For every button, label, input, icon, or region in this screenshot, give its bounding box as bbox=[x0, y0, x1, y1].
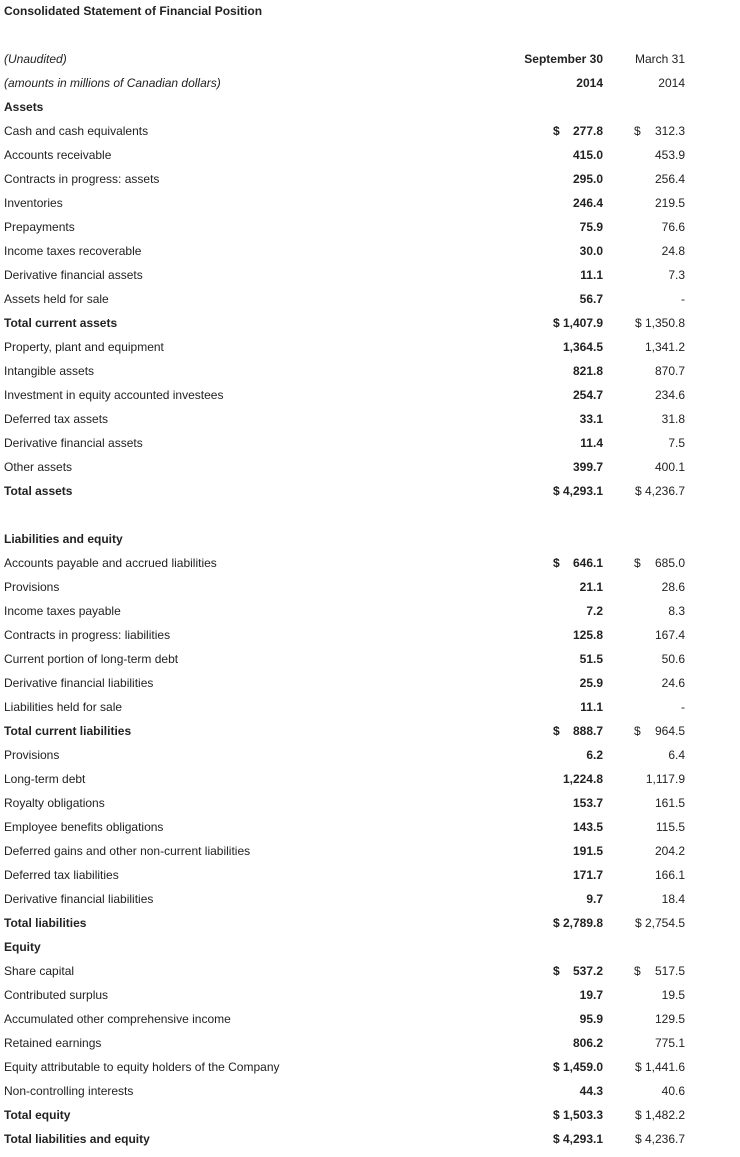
assets-heading-row bbox=[0, 95, 740, 119]
value-march-2014: 964.5 bbox=[654, 724, 685, 738]
value-march-2014: 453.9 bbox=[654, 148, 685, 162]
row-label: Current portion of long-term debt bbox=[4, 652, 179, 666]
value-september-2014: 11.1 bbox=[580, 700, 603, 714]
row-label: Accumulated other comprehensive income bbox=[4, 1012, 231, 1026]
column-2-header: March 31 bbox=[634, 52, 685, 66]
table-row bbox=[0, 335, 740, 359]
value-march-2014: - bbox=[681, 700, 685, 714]
header-row-2 bbox=[0, 71, 740, 95]
section-heading: Equity bbox=[4, 940, 41, 954]
value-september-2014: 277.8 bbox=[572, 124, 603, 138]
table-row bbox=[0, 1031, 740, 1055]
value-march-2014: 234.6 bbox=[654, 388, 685, 402]
value-september-2014: $ 4,293.1 bbox=[552, 1132, 603, 1146]
row-label: Assets held for sale bbox=[4, 292, 109, 306]
table-row bbox=[0, 455, 740, 479]
value-march-2014: 312.3 bbox=[654, 124, 685, 138]
value-september-2014: 7.2 bbox=[586, 604, 603, 618]
row-label: Intangible assets bbox=[4, 364, 95, 378]
row-label: Deferred gains and other non-current liabilities bbox=[4, 844, 251, 858]
table-row bbox=[0, 383, 740, 407]
value-march-2014: 166.1 bbox=[654, 868, 685, 882]
row-label: Prepayments bbox=[4, 220, 75, 234]
currency-symbol: $ bbox=[634, 964, 641, 978]
financial-statement-table bbox=[0, 47, 740, 1151]
row-label: Deferred tax assets bbox=[4, 412, 109, 426]
value-march-2014: 775.1 bbox=[654, 1036, 685, 1050]
row-label: Accounts payable and accrued liabilities bbox=[4, 556, 217, 570]
table-row bbox=[0, 599, 740, 623]
row-label: Total liabilities bbox=[4, 916, 87, 930]
currency-symbol: $ bbox=[634, 724, 641, 738]
value-september-2014: 33.1 bbox=[579, 412, 603, 426]
table-row bbox=[0, 191, 740, 215]
table-row bbox=[0, 647, 740, 671]
value-september-2014: 51.5 bbox=[579, 652, 603, 666]
table-row bbox=[0, 1079, 740, 1103]
value-march-2014: $ 4,236.7 bbox=[634, 484, 685, 498]
table-row bbox=[0, 911, 740, 935]
table-row bbox=[0, 263, 740, 287]
equity-section bbox=[0, 959, 740, 1151]
row-label: Equity attributable to equity holders of the Company bbox=[4, 1060, 280, 1074]
value-september-2014: 537.2 bbox=[572, 964, 603, 978]
value-march-2014: 18.4 bbox=[661, 892, 685, 906]
value-september-2014: 191.5 bbox=[572, 844, 603, 858]
section-heading: Assets bbox=[4, 100, 44, 114]
row-label: Contracts in progress: liabilities bbox=[4, 628, 171, 642]
table-row bbox=[0, 1055, 740, 1079]
table-row bbox=[0, 887, 740, 911]
currency-symbol: $ bbox=[634, 556, 641, 570]
table-row bbox=[0, 1103, 740, 1127]
value-march-2014: 50.6 bbox=[661, 652, 685, 666]
value-september-2014: 1,224.8 bbox=[562, 772, 603, 786]
value-march-2014: 1,341.2 bbox=[644, 340, 685, 354]
value-march-2014: 24.6 bbox=[661, 676, 685, 690]
row-label: Deferred tax liabilities bbox=[4, 868, 119, 882]
value-september-2014: 1,364.5 bbox=[562, 340, 603, 354]
value-march-2014: $ 1,441.6 bbox=[634, 1060, 685, 1074]
value-september-2014: 75.9 bbox=[579, 220, 603, 234]
row-label: Royalty obligations bbox=[4, 796, 105, 810]
value-september-2014: 125.8 bbox=[572, 628, 603, 642]
unaudited-label: (Unaudited) bbox=[4, 52, 67, 66]
table-row bbox=[0, 767, 740, 791]
value-september-2014: $ 2,789.8 bbox=[552, 916, 603, 930]
row-label: Property, plant and equipment bbox=[4, 340, 164, 354]
table-row bbox=[0, 959, 740, 983]
units-label: (amounts in millions of Canadian dollars) bbox=[4, 76, 221, 90]
row-label: Inventories bbox=[4, 196, 63, 210]
currency-symbol: $ bbox=[553, 124, 560, 138]
table-row bbox=[0, 287, 740, 311]
row-label: Total assets bbox=[4, 484, 73, 498]
row-label: Total equity bbox=[4, 1108, 71, 1122]
value-march-2014: 8.3 bbox=[668, 604, 685, 618]
liabilities-section bbox=[0, 551, 740, 935]
value-september-2014: $ 1,459.0 bbox=[552, 1060, 603, 1074]
value-september-2014: 415.0 bbox=[572, 148, 603, 162]
row-label: Provisions bbox=[4, 580, 60, 594]
value-september-2014: 21.1 bbox=[579, 580, 603, 594]
currency-symbol: $ bbox=[634, 124, 641, 138]
equity-heading-row bbox=[0, 935, 740, 959]
assets-section bbox=[0, 119, 740, 503]
table-row bbox=[0, 407, 740, 431]
value-september-2014: 19.7 bbox=[579, 988, 603, 1002]
section-heading: Liabilities and equity bbox=[4, 532, 123, 546]
value-march-2014: 219.5 bbox=[654, 196, 685, 210]
table-row bbox=[0, 479, 740, 503]
currency-symbol: $ bbox=[553, 964, 560, 978]
currency-symbol: $ bbox=[553, 556, 560, 570]
value-march-2014: 7.3 bbox=[668, 268, 685, 282]
value-march-2014: 40.6 bbox=[661, 1084, 685, 1098]
header-row-1 bbox=[0, 47, 740, 71]
value-september-2014: 11.1 bbox=[580, 268, 603, 282]
value-september-2014: 646.1 bbox=[572, 556, 603, 570]
table-row bbox=[0, 575, 740, 599]
row-label: Cash and cash equivalents bbox=[4, 124, 149, 138]
table-row bbox=[0, 695, 740, 719]
value-september-2014: 95.9 bbox=[579, 1012, 603, 1026]
row-label: Employee benefits obligations bbox=[4, 820, 164, 834]
value-september-2014: 56.7 bbox=[579, 292, 603, 306]
table-row bbox=[0, 1007, 740, 1031]
table-row bbox=[0, 119, 740, 143]
row-label: Share capital bbox=[4, 964, 75, 978]
table-row bbox=[0, 551, 740, 575]
table-row bbox=[0, 1127, 740, 1151]
row-label: Contributed surplus bbox=[4, 988, 109, 1002]
value-march-2014: 517.5 bbox=[654, 964, 685, 978]
table-row bbox=[0, 215, 740, 239]
table-row bbox=[0, 863, 740, 887]
table-row bbox=[0, 839, 740, 863]
row-label: Total liabilities and equity bbox=[4, 1132, 150, 1146]
table-row bbox=[0, 743, 740, 767]
row-label: Retained earnings bbox=[4, 1036, 102, 1050]
value-september-2014: 821.8 bbox=[572, 364, 603, 378]
table-row bbox=[0, 239, 740, 263]
value-september-2014: 9.7 bbox=[586, 892, 603, 906]
value-march-2014: 204.2 bbox=[654, 844, 685, 858]
value-september-2014: 295.0 bbox=[572, 172, 603, 186]
value-september-2014: 806.2 bbox=[572, 1036, 603, 1050]
row-label: Total current assets bbox=[4, 316, 118, 330]
value-march-2014: - bbox=[681, 292, 685, 306]
table-row bbox=[0, 431, 740, 455]
statement-title: Consolidated Statement of Financial Position bbox=[4, 4, 263, 18]
row-label: Total current liabilities bbox=[4, 724, 132, 738]
row-label: Income taxes recoverable bbox=[4, 244, 142, 258]
value-march-2014: 7.5 bbox=[668, 436, 685, 450]
value-march-2014: 167.4 bbox=[654, 628, 685, 642]
value-september-2014: 25.9 bbox=[579, 676, 603, 690]
table-row bbox=[0, 671, 740, 695]
table-row bbox=[0, 719, 740, 743]
value-september-2014: $ 1,503.3 bbox=[552, 1108, 603, 1122]
value-march-2014: 24.8 bbox=[661, 244, 685, 258]
value-march-2014: 685.0 bbox=[654, 556, 685, 570]
value-march-2014: 400.1 bbox=[654, 460, 685, 474]
column-1-year: 2014 bbox=[576, 76, 603, 90]
table-row bbox=[0, 983, 740, 1007]
value-september-2014: $ 4,293.1 bbox=[552, 484, 603, 498]
value-september-2014: 171.7 bbox=[572, 868, 603, 882]
liabilities-heading-row bbox=[0, 527, 740, 551]
currency-symbol: $ bbox=[553, 724, 560, 738]
value-march-2014: $ 1,482.2 bbox=[634, 1108, 685, 1122]
row-label: Derivative financial assets bbox=[4, 436, 143, 450]
value-september-2014: 30.0 bbox=[579, 244, 603, 258]
column-2-year: 2014 bbox=[658, 76, 685, 90]
section-spacer bbox=[0, 503, 740, 527]
table-row bbox=[0, 791, 740, 815]
row-label: Non-controlling interests bbox=[4, 1084, 134, 1098]
value-march-2014: 31.8 bbox=[661, 412, 685, 426]
value-march-2014: 256.4 bbox=[654, 172, 685, 186]
row-label: Provisions bbox=[4, 748, 60, 762]
row-label: Investment in equity accounted investees bbox=[4, 388, 224, 402]
value-september-2014: 143.5 bbox=[572, 820, 603, 834]
value-march-2014: 1,117.9 bbox=[645, 772, 685, 786]
table-row bbox=[0, 623, 740, 647]
value-march-2014: $ 2,754.5 bbox=[634, 916, 685, 930]
value-september-2014: 399.7 bbox=[572, 460, 603, 474]
row-label: Contracts in progress: assets bbox=[4, 172, 160, 186]
value-march-2014: 28.6 bbox=[661, 580, 685, 594]
column-1-header: September 30 bbox=[524, 52, 603, 66]
row-label: Long-term debt bbox=[4, 772, 86, 786]
value-march-2014: $ 1,350.8 bbox=[634, 316, 685, 330]
table-row bbox=[0, 311, 740, 335]
value-march-2014: 161.5 bbox=[654, 796, 685, 810]
value-september-2014: 246.4 bbox=[572, 196, 603, 210]
value-september-2014: $ 1,407.9 bbox=[552, 316, 603, 330]
row-label: Liabilities held for sale bbox=[4, 700, 123, 714]
value-september-2014: 11.4 bbox=[580, 436, 603, 450]
table-row bbox=[0, 143, 740, 167]
value-september-2014: 153.7 bbox=[572, 796, 603, 810]
row-label: Derivative financial liabilities bbox=[4, 892, 154, 906]
table-row bbox=[0, 815, 740, 839]
value-march-2014: $ 4,236.7 bbox=[634, 1132, 685, 1146]
value-september-2014: 254.7 bbox=[572, 388, 603, 402]
row-label: Derivative financial assets bbox=[4, 268, 143, 282]
value-march-2014: 19.5 bbox=[661, 988, 685, 1002]
value-march-2014: 115.5 bbox=[655, 820, 685, 834]
row-label: Other assets bbox=[4, 460, 73, 474]
value-september-2014: 6.2 bbox=[586, 748, 603, 762]
row-label: Derivative financial liabilities bbox=[4, 676, 154, 690]
value-september-2014: 888.7 bbox=[572, 724, 603, 738]
value-march-2014: 870.7 bbox=[654, 364, 685, 378]
table-row bbox=[0, 359, 740, 383]
value-march-2014: 129.5 bbox=[654, 1012, 685, 1026]
value-september-2014: 44.3 bbox=[579, 1084, 603, 1098]
table-row bbox=[0, 167, 740, 191]
value-march-2014: 76.6 bbox=[661, 220, 685, 234]
value-march-2014: 6.4 bbox=[668, 748, 685, 762]
row-label: Income taxes payable bbox=[4, 604, 121, 618]
row-label: Accounts receivable bbox=[4, 148, 112, 162]
